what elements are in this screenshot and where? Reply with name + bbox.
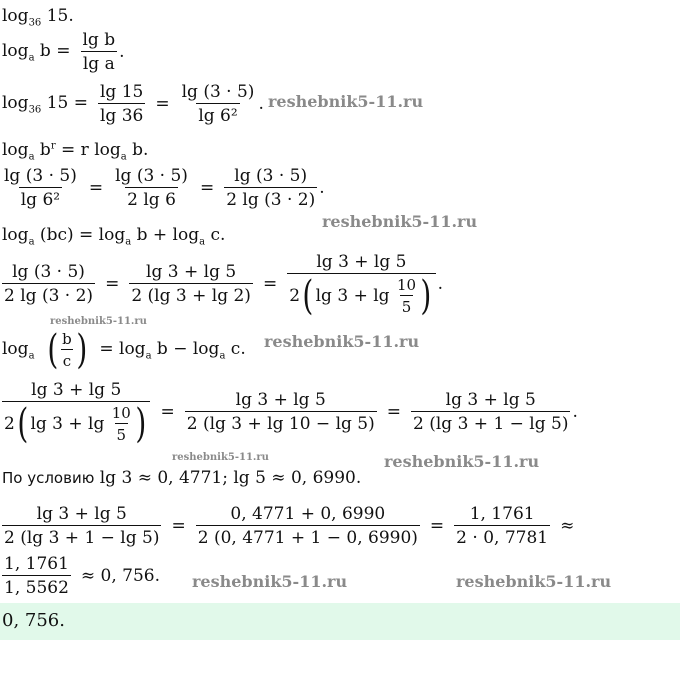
watermark: reshebnik5-11.ru — [384, 452, 540, 471]
fraction: $\frac{0, 4771 + 0, 6990}{2 (0, 4771 + 1 - 0, 6990)}$ — [197, 504, 418, 548]
change-of-base-formula: $\log_a b$ = $\frac{\text{lg b}}{\text{lg a}}$ . — [2, 30, 125, 74]
fraction: $\frac{1, 1761}{1, 5562}$ — [4, 554, 69, 598]
fraction: $\frac{\lg (3 \cdot 5)}{2 \lg (3 \cdot 2)}$ — [4, 262, 94, 306]
fraction: $\frac{\lg (3 \cdot 5)}{2 \lg 6}$ — [115, 166, 188, 210]
watermark: reshebnik5-11.ru — [192, 572, 348, 591]
watermark: reshebnik5-11.ru — [264, 332, 420, 351]
quotient-rule-formula: $\log_a$ ( $\frac{b}{c}$ ) = $\log_a b - \log_a c$. — [2, 327, 246, 373]
step-4: lg 3 + lg 5 2 ( lg 3 + lg $\frac{10}{5}$ ) = $\frac{\lg 3 + \lg 5}{2 (\lg 3 + \lg 10 - \lg 5)}$ = $\frac{\lg 3 + \lg 5}{2 (\lg 3 + 1 - \lg 5)}$ . — [4, 380, 578, 447]
fraction: $\frac{\lg 3 + \lg 5}{2 (\lg 3 + 1 - \lg 5)}$ — [4, 504, 160, 548]
watermark: reshebnik5-11.ru — [50, 316, 147, 327]
watermark: reshebnik5-11.ru — [456, 572, 612, 591]
step-5: $\frac{\lg 3 + \lg 5}{2 (\lg 3 + 1 - \lg 5)}$ = $\frac{0, 4771 + 0, 6990}{2 (0, 4771 + 1 - 0, 6990)}$ = $\frac{1, 1761}{2 \cdot 0, 7781}$ ≈ — [4, 504, 575, 548]
fraction: lg 3 + lg 5 2 ( lg 3 + lg $\frac{10}{5}$ ) — [287, 252, 435, 316]
task-expression: $\log_{36} 15$. — [2, 6, 74, 29]
fraction: $\frac{\lg 3 + \lg 5}{2 (\lg 3 + \lg 10 - \lg 5)}$ — [186, 390, 375, 434]
fraction: $\frac{\lg (3 \cdot 5)}{\text{lg 6²}}$ — [181, 82, 255, 126]
fraction: $\frac{1, 1761}{2 \cdot 0, 7781}$ — [456, 504, 549, 548]
step-6: $\frac{1, 1761}{1, 5562}$ ≈ 0, 756. — [4, 554, 161, 598]
fraction: $\frac{\lg 15}{\lg 36}$ — [99, 82, 144, 126]
answer-value: 0, 756. — [2, 610, 65, 631]
fraction: lg 3 + lg 5 2 ( lg 3 + lg $\frac{10}{5}$ ) — [2, 380, 150, 444]
fraction: $\frac{\lg 3 + \lg 5}{2 (\lg 3 + 1 - \lg 5)}$ — [413, 390, 569, 434]
fraction: $\frac{\lg (3 \cdot 5)}{\text{lg 6²}}$ — [4, 166, 77, 210]
fraction: $\frac{\text{lg b}}{\text{lg a}}$ — [82, 30, 116, 74]
condition-line: По условию lg 3 ≈ 0, 4771; lg 5 ≈ 0, 6990. — [2, 468, 362, 488]
step-1: $\log_{36} 15$ = $\frac{\lg 15}{\lg 36}$ = $\frac{\lg (3 \cdot 5)}{\text{lg 6²}}$ . — [2, 82, 264, 126]
step-2: $\frac{\lg (3 \cdot 5)}{\text{lg 6²}}$ = $\frac{\lg (3 \cdot 5)}{2 \lg 6}$ = $\frac{\lg (3 \cdot 5)}{2 \lg (3 \cdot 2)}$ . — [4, 166, 325, 210]
watermark: reshebnik5-11.ru — [172, 452, 269, 463]
power-rule-formula: $\log_a b^r = r$ $\log_a b$. — [2, 140, 149, 163]
product-rule-formula: $\log_a (bc) = \log_a b + \log_a c$. — [2, 225, 226, 248]
watermark: reshebnik5-11.ru — [268, 92, 424, 111]
fraction: $\frac{\lg (3 \cdot 5)}{2 \lg (3 \cdot 2)}$ — [226, 166, 316, 210]
answer-box — [0, 603, 680, 640]
watermark: reshebnik5-11.ru — [322, 212, 478, 231]
fraction: $\frac{\lg 3 + \lg 5}{2 (\lg 3 + \lg 2)}$ — [131, 262, 251, 306]
step-3: $\frac{\lg (3 \cdot 5)}{2 \lg (3 \cdot 2)}$ = $\frac{\lg 3 + \lg 5}{2 (\lg 3 + \lg 2)}$ = lg 3 + lg 5 2 ( lg 3 + lg $\frac{10}{5}$ ) . — [4, 252, 444, 319]
